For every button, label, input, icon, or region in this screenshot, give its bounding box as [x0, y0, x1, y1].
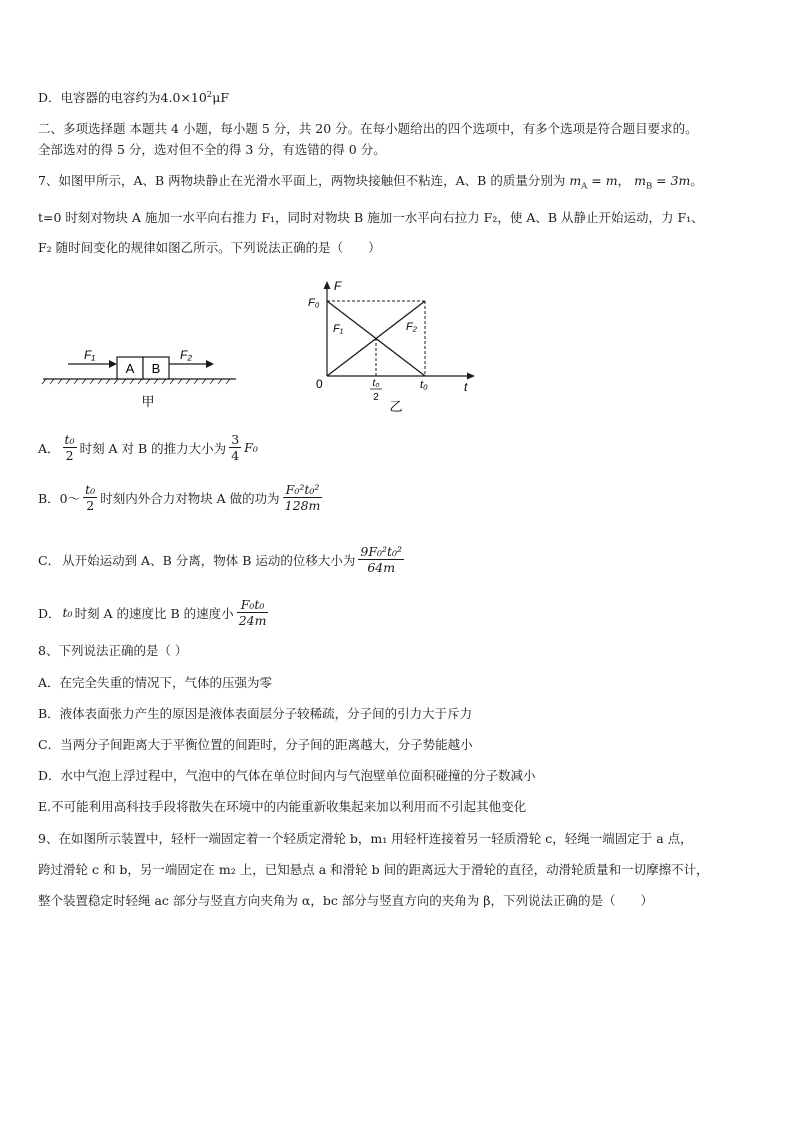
f1-line-label: F₁ [333, 323, 344, 335]
q9-stem-line1: 9、在如图所示装置中，轻杆一端固定着一个轻质定滑轮 b，m₁ 用轻杆连接着另一轻质滑轮 c，轻绳一端固定于 a 点， [38, 831, 693, 846]
f-axis-arrowhead [324, 281, 331, 289]
q8-option-b[interactable]: B．液体表面张力产生的原因是液体表面层分子较稀疏，分子间的引力大于斥力 [38, 706, 473, 721]
option-b-fraction: $\frac{\text{F₀²t₀²}}{128m}$ [284, 482, 321, 514]
ground-hatching [42, 379, 230, 384]
axis-f-label: F [334, 279, 342, 293]
q9-stem-line2: 跨过滑轮 c 和 b，另一端固定在 m₂ 上，已知悬点 a 和滑轮 b 间的距离远大于滑轮的直径，动滑轮质量和一切摩擦不计， [38, 862, 709, 877]
axis-t-label: t [464, 380, 468, 394]
q7-option-c[interactable]: C． 从开始运动到 A、B 分离，物体 B 运动的位移大小为 $\frac{\text{9F₀²t₀²}}{64m}$ [38, 544, 403, 576]
figure-yi [300, 278, 480, 423]
figure-jia-caption: 甲 [141, 394, 155, 409]
section-2-scoring: 全部选对的得 5 分，选对但不全的得 3 分，有选错的得 0 分。 [38, 142, 386, 157]
q8-stem: 8、下列说法正确的是（ ） [38, 643, 188, 658]
option-d-fraction: $\frac{\text{F₀t₀}}{24m}$ [238, 597, 267, 629]
q8-option-c[interactable]: C．当两分子间距离大于平衡位置的间距时，分子间的距离越大，分子势能越小 [38, 737, 473, 752]
block-a-label: A [125, 361, 135, 376]
origin-label: 0 [316, 377, 323, 391]
f0-label: F₀ [308, 297, 320, 309]
half-t0-fraction: $\frac{\text{t₀}}{2}$ [64, 432, 75, 464]
figure-yi-caption: 乙 [389, 399, 403, 414]
q7-stem-line2: t=0 时刻对物块 A 施加一水平向右推力 F₁，同时对物块 B 施加一水平向右拉力 F₂，使 A、B 从静止开始运动，力 F₁、 [38, 210, 704, 225]
option-a-fraction: $\frac{3}{4}$ [231, 432, 240, 464]
q8-option-a[interactable]: A．在完全失重的情况下，气体的压强为零 [38, 675, 273, 690]
option-c-fraction: $\frac{\text{9F₀²t₀²}}{64m}$ [360, 544, 403, 576]
force-f2-arrowhead [206, 360, 214, 368]
q7-option-b[interactable]: B．0～ $\frac{\text{t₀}}{2}$ 时刻内外合力对物块 A 做的功为 $\frac{\text{F₀²t₀²}}{128m}$ [38, 482, 321, 514]
force-f1-label: F₁ [84, 348, 96, 362]
q8-option-d[interactable]: D．水中气泡上浮过程中，气泡中的气体在单位时间内与气泡壁单位面积碰撞的分子数减小 [38, 768, 536, 783]
f2-line-label: F₂ [406, 321, 417, 333]
half-t0-denominator: 2 [373, 392, 379, 403]
q7-option-a[interactable]: A． $\frac{\text{t₀}}{2}$ 时刻 A 对 B 的推力大小为 $\frac{3}{4}$ F₀ [38, 432, 258, 464]
force-f2-label: F₂ [180, 348, 192, 362]
q7-stem-line3: F₂ 随时间变化的规律如图乙所示。下列说法正确的是（ ） [38, 240, 381, 255]
q9-stem-line3: 整个装置稳定时轻绳 ac 部分与竖直方向夹角为 α，bc 部分与竖直方向的夹角为 β，下列说法正确的是（ ） [38, 893, 653, 908]
block-b-label: B [151, 361, 161, 376]
half-t0-numerator: t₀ [372, 378, 380, 389]
t0-label: t₀ [420, 379, 428, 391]
half-t0-fraction: $\frac{\text{t₀}}{2}$ [85, 482, 96, 514]
capacitance-value: 4.0×10 [160, 90, 207, 105]
section-2-heading: 二、多项选择题 本题共 4 小题，每小题 5 分，共 20 分。在每小题给出的四个选项中，有多个选项是符合题目要求的。 [38, 121, 698, 136]
t-axis-arrowhead [467, 373, 475, 380]
q7-stem-line1: 7、如图甲所示，A、B 两物块静止在光滑水平面上，两物块接触但不粘连，A、B 的质量分别为 $m_A = m$， $m_B = 3m$。 [38, 173, 703, 192]
force-f1-arrowhead [109, 360, 117, 368]
q7-option-d[interactable]: D． t₀ 时刻 A 的速度比 B 的速度小 $\frac{\text{F₀t₀}}{24m}$ [38, 597, 267, 629]
prev-option-d: D．电容器的电容约为$4.0\times 10^2\mu F$ [38, 89, 230, 105]
q8-option-e[interactable]: E.不可能利用高科技手段将散失在环境中的内能重新收集起来加以利用而不引起其他变化 [38, 799, 527, 814]
figure-jia [38, 335, 248, 415]
